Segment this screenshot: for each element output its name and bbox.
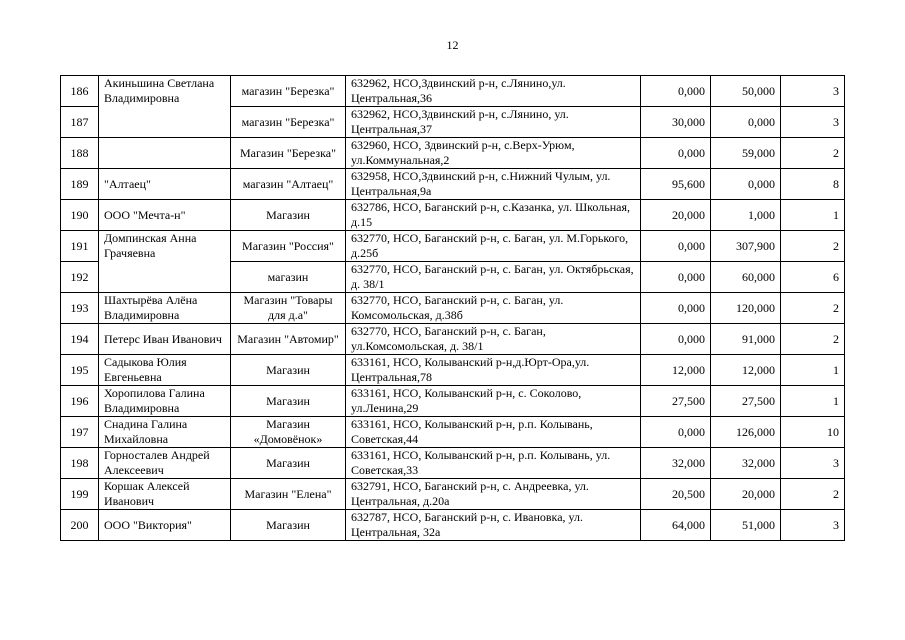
value-1-cell: 0,000 bbox=[641, 417, 711, 448]
owner-cell: Домпинская Анна Грачяевна bbox=[99, 231, 231, 293]
value-1-cell: 0,000 bbox=[641, 262, 711, 293]
store-type-cell: Магазин bbox=[231, 355, 346, 386]
value-3-cell: 2 bbox=[781, 479, 845, 510]
address-cell: 632787, НСО, Баганский р-н, с. Ивановка, ул. Центральная, 32а bbox=[346, 510, 641, 541]
registry-body bbox=[61, 76, 845, 541]
page-number: 12 bbox=[446, 38, 459, 52]
value-3-cell: 1 bbox=[781, 200, 845, 231]
address-cell: 632786, НСО, Баганский р-н, с.Казанка, ул. Школьная, д.15 bbox=[346, 200, 641, 231]
row-number-cell: 189 bbox=[61, 169, 99, 200]
store-type-cell: магазин "Березка" bbox=[231, 107, 346, 138]
store-type-cell: Магазин bbox=[231, 386, 346, 417]
value-2-cell: 32,000 bbox=[711, 448, 781, 479]
store-type-cell: Магазин «Домовёнок» bbox=[231, 417, 346, 448]
value-1-cell: 32,000 bbox=[641, 448, 711, 479]
address-cell: 633161, НСО, Колыванский р-н, с. Соколово, ул.Ленина,29 bbox=[346, 386, 641, 417]
value-3-cell: 1 bbox=[781, 386, 845, 417]
address-cell: 632770, НСО, Баганский р-н, с. Баган, ул. Комсомольская, д.38б bbox=[346, 293, 641, 324]
owner-cell: Шахтырёва Алёна Владимировна bbox=[99, 293, 231, 324]
value-2-cell: 307,900 bbox=[711, 231, 781, 262]
owner-cell: Коршак Алексей Иванович bbox=[99, 479, 231, 510]
store-type-cell: Магазин bbox=[231, 448, 346, 479]
row-number-cell: 187 bbox=[61, 107, 99, 138]
value-3-cell: 10 bbox=[781, 417, 845, 448]
address-cell: 632770, НСО, Баганский р-н, с. Баган, ул.Комсомольская, д. 38/1 bbox=[346, 324, 641, 355]
table-row bbox=[61, 355, 845, 386]
value-3-cell: 3 bbox=[781, 510, 845, 541]
value-3-cell: 3 bbox=[781, 76, 845, 107]
address-cell: 632962, НСО,Здвинский р-н, с.Лянино, ул. Центральная,37 bbox=[346, 107, 641, 138]
address-cell: 632960, НСО, Здвинский р-н, с.Верх-Урюм, ул.Коммунальная,2 bbox=[346, 138, 641, 169]
owner-cell: ООО "Виктория" bbox=[99, 510, 231, 541]
address-cell: 632958, НСО,Здвинский р-н, с.Нижний Чулым, ул. Центральная,9а bbox=[346, 169, 641, 200]
owner-cell: Хоропилова Галина Владимировна bbox=[99, 386, 231, 417]
row-number-cell: 188 bbox=[61, 138, 99, 169]
row-number-cell: 186 bbox=[61, 76, 99, 107]
address-cell: 633161, НСО, Колыванский р-н, р.п. Колывань, Советская,44 bbox=[346, 417, 641, 448]
table-row bbox=[61, 293, 845, 324]
table-row bbox=[61, 479, 845, 510]
row-number-cell: 190 bbox=[61, 200, 99, 231]
table-row bbox=[61, 138, 845, 169]
value-1-cell: 30,000 bbox=[641, 107, 711, 138]
table-row bbox=[61, 231, 845, 262]
table-row bbox=[61, 200, 845, 231]
value-1-cell: 95,600 bbox=[641, 169, 711, 200]
value-3-cell: 6 bbox=[781, 262, 845, 293]
table-row bbox=[61, 169, 845, 200]
row-number-cell: 196 bbox=[61, 386, 99, 417]
store-type-cell: магазин "Березка" bbox=[231, 76, 346, 107]
value-2-cell: 20,000 bbox=[711, 479, 781, 510]
value-2-cell: 59,000 bbox=[711, 138, 781, 169]
value-1-cell: 0,000 bbox=[641, 324, 711, 355]
row-number-cell: 199 bbox=[61, 479, 99, 510]
value-2-cell: 12,000 bbox=[711, 355, 781, 386]
value-1-cell: 0,000 bbox=[641, 293, 711, 324]
value-3-cell: 2 bbox=[781, 293, 845, 324]
row-number-cell: 200 bbox=[61, 510, 99, 541]
row-number-cell: 194 bbox=[61, 324, 99, 355]
value-1-cell: 20,500 bbox=[641, 479, 711, 510]
address-cell: 632962, НСО,Здвинский р-н, с.Лянино,ул. Центральная,36 bbox=[346, 76, 641, 107]
value-2-cell: 0,000 bbox=[711, 107, 781, 138]
owner-cell bbox=[99, 138, 231, 169]
address-cell: 632791, НСО, Баганский р-н, с. Андреевка, ул. Центральная, д.20а bbox=[346, 479, 641, 510]
value-2-cell: 60,000 bbox=[711, 262, 781, 293]
value-1-cell: 0,000 bbox=[641, 231, 711, 262]
row-number-cell: 198 bbox=[61, 448, 99, 479]
value-2-cell: 1,000 bbox=[711, 200, 781, 231]
registry-table bbox=[60, 75, 845, 541]
value-2-cell: 0,000 bbox=[711, 169, 781, 200]
store-type-cell: Магазин bbox=[231, 200, 346, 231]
value-1-cell: 0,000 bbox=[641, 138, 711, 169]
value-2-cell: 126,000 bbox=[711, 417, 781, 448]
store-type-cell: Магазин "Товары для д.а" bbox=[231, 293, 346, 324]
row-number-cell: 195 bbox=[61, 355, 99, 386]
store-type-cell: Магазин "Автомир" bbox=[231, 324, 346, 355]
store-type-cell: магазин "Алтаец" bbox=[231, 169, 346, 200]
address-cell: 633161, НСО, Колыванский р-н, р.п. Колывань, ул. Советская,33 bbox=[346, 448, 641, 479]
owner-cell: Горносталев Андрей Алексеевич bbox=[99, 448, 231, 479]
value-1-cell: 20,000 bbox=[641, 200, 711, 231]
value-3-cell: 1 bbox=[781, 355, 845, 386]
value-3-cell: 2 bbox=[781, 231, 845, 262]
address-cell: 632770, НСО, Баганский р-н, с. Баган, ул. Октябрьская, д. 38/1 bbox=[346, 262, 641, 293]
row-number-cell: 191 bbox=[61, 231, 99, 262]
owner-cell: "Алтаец" bbox=[99, 169, 231, 200]
owner-cell: ООО "Мечта-н" bbox=[99, 200, 231, 231]
value-1-cell: 12,000 bbox=[641, 355, 711, 386]
value-3-cell: 2 bbox=[781, 324, 845, 355]
owner-cell: Садыкова Юлия Евгеньевна bbox=[99, 355, 231, 386]
table-row bbox=[61, 448, 845, 479]
owner-cell: Петерс Иван Иванович bbox=[99, 324, 231, 355]
store-type-cell: Магазин "Березка" bbox=[231, 138, 346, 169]
table-row bbox=[61, 76, 845, 107]
owner-cell: Акиньшина Светлана Владимировна bbox=[99, 76, 231, 138]
value-2-cell: 27,500 bbox=[711, 386, 781, 417]
row-number-cell: 197 bbox=[61, 417, 99, 448]
value-1-cell: 27,500 bbox=[641, 386, 711, 417]
value-2-cell: 50,000 bbox=[711, 76, 781, 107]
value-3-cell: 8 bbox=[781, 169, 845, 200]
store-type-cell: Магазин "Россия" bbox=[231, 231, 346, 262]
row-number-cell: 192 bbox=[61, 262, 99, 293]
address-cell: 633161, НСО, Колыванский р-н,д.Юрт-Ора,ул. Центральная,78 bbox=[346, 355, 641, 386]
value-2-cell: 91,000 bbox=[711, 324, 781, 355]
value-3-cell: 2 bbox=[781, 138, 845, 169]
value-1-cell: 0,000 bbox=[641, 76, 711, 107]
table-row bbox=[61, 417, 845, 448]
value-3-cell: 3 bbox=[781, 107, 845, 138]
value-1-cell: 64,000 bbox=[641, 510, 711, 541]
row-number-cell: 193 bbox=[61, 293, 99, 324]
store-type-cell: Магазин bbox=[231, 510, 346, 541]
store-type-cell: Магазин "Елена" bbox=[231, 479, 346, 510]
address-cell: 632770, НСО, Баганский р-н, с. Баган, ул. М.Горького, д.25б bbox=[346, 231, 641, 262]
value-2-cell: 51,000 bbox=[711, 510, 781, 541]
table-row bbox=[61, 510, 845, 541]
value-2-cell: 120,000 bbox=[711, 293, 781, 324]
table-row bbox=[61, 386, 845, 417]
value-3-cell: 3 bbox=[781, 448, 845, 479]
owner-cell: Снадина Галина Михайловна bbox=[99, 417, 231, 448]
store-type-cell: магазин bbox=[231, 262, 346, 293]
table-row bbox=[61, 324, 845, 355]
